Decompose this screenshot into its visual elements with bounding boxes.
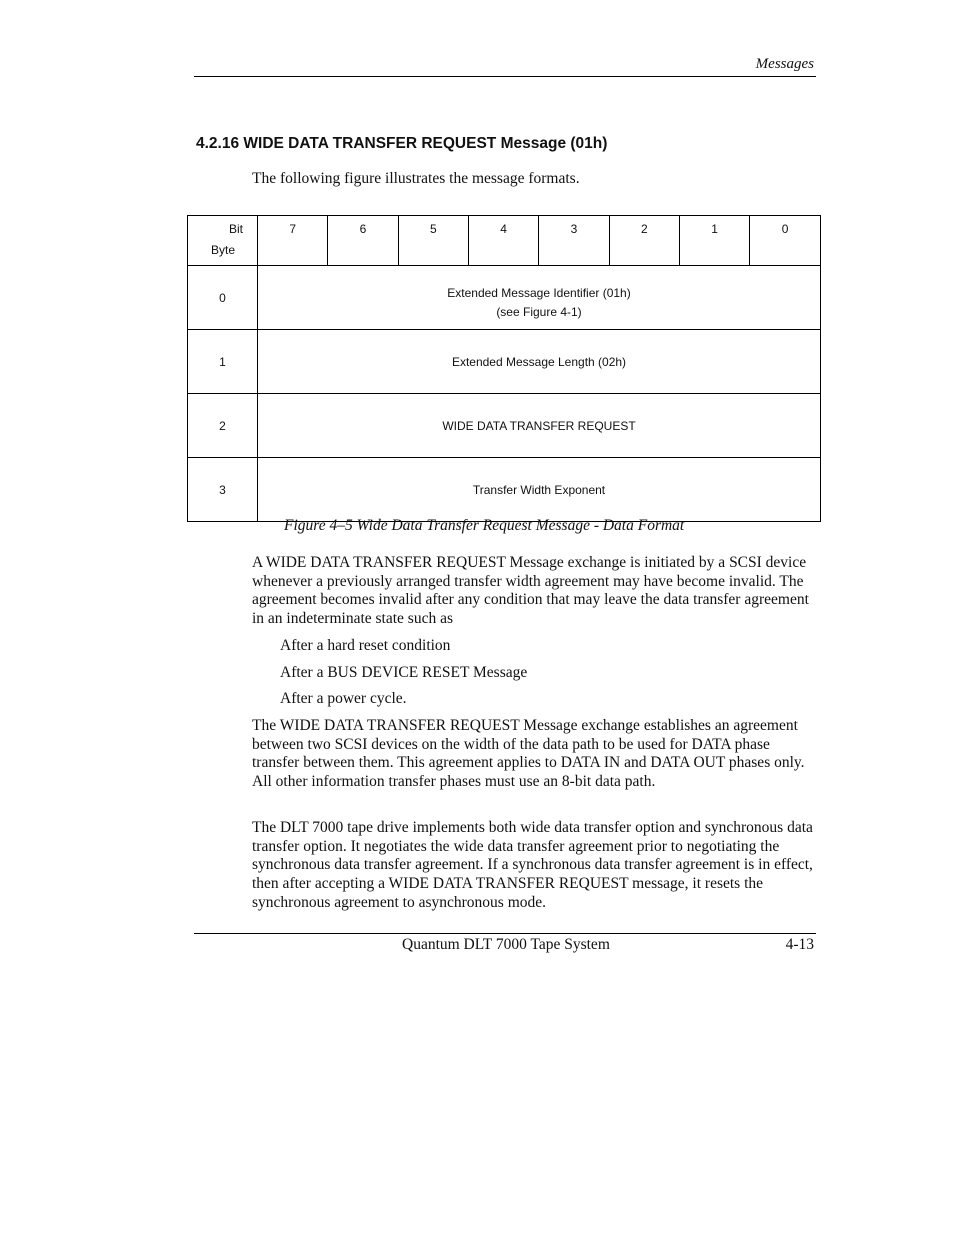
field-cell [258,266,821,330]
bit-header-cell: 3 [539,216,609,266]
byte-number-cell: 0 [188,266,258,330]
table-row [188,458,821,522]
body-paragraph: The DLT 7000 tape drive implements both wide data transfer option and synchronous data transfer option. It negotiates the wide data transfer agreement prior to negotiating the synchronous data transfer agreement. If a synchronous data transfer agreement is in effect, then after accepting a WIDE DATA TRANSFER REQUEST message, it resets the synchronous agreement to asynchronous mode. [252,819,813,911]
list-item: After a power cycle. [280,690,407,707]
message-format-table [187,215,821,522]
table-row [188,266,821,330]
header-rule [194,76,816,77]
bit-header-cell: 4 [468,216,538,266]
bit-header-cell: 0 [750,216,821,266]
byte-number-cell: 1 [188,330,258,394]
bit-header-cell: 5 [398,216,468,266]
bit-label: Bit [228,222,243,236]
table-row [188,394,821,458]
list-item: After a hard reset condition [280,637,451,654]
page-number: 4-13 [785,936,814,953]
field-cell: WIDE DATA TRANSFER REQUEST [258,394,821,458]
section-heading: 4.2.16 WIDE DATA TRANSFER REQUEST Message (01h) [196,135,608,152]
field-cell: Extended Message Length (02h) [258,330,821,394]
bit-header-cell: 2 [609,216,679,266]
byte-label: Byte [211,243,236,257]
footer-title: Quantum DLT 7000 Tape System [402,936,610,953]
table-row [188,330,821,394]
body-paragraph: A WIDE DATA TRANSFER REQUEST Message exchange is initiated by a SCSI device whenever a previously arranged transfer width agreement may have become invalid. The agreement becomes invalid after any condition that may leave the data transfer agreement in an indeterminate state such as [252,554,809,628]
field-cell: Transfer Width Exponent [258,458,821,522]
footer-rule [194,933,816,934]
field-description: Extended Message Identifier (01h) [447,286,631,300]
bit-header-row [188,216,821,266]
running-head: Messages [755,56,814,72]
body-paragraph: The WIDE DATA TRANSFER REQUEST Message exchange establishes an agreement between two SCSI devices on the width of the data path to be used for DATA phase transfer between them. This agreement applies to DATA IN and DATA OUT phases only. All other information transfer phases must use an 8-bit data path. [252,717,805,791]
figure-caption: Figure 4–5 Wide Data Transfer Request Message - Data Format [284,517,685,534]
byte-number-cell: 3 [188,458,258,522]
bit-header-cell: 1 [679,216,749,266]
bit-header-cell: 7 [258,216,328,266]
field-note: (see Figure 4-1) [496,305,582,319]
bit-byte-corner-cell [188,216,258,266]
byte-number-cell: 2 [188,394,258,458]
list-item: After a BUS DEVICE RESET Message [280,664,528,681]
bit-header-cell: 6 [328,216,398,266]
intro-text: The following figure illustrates the message formats. [252,170,580,187]
